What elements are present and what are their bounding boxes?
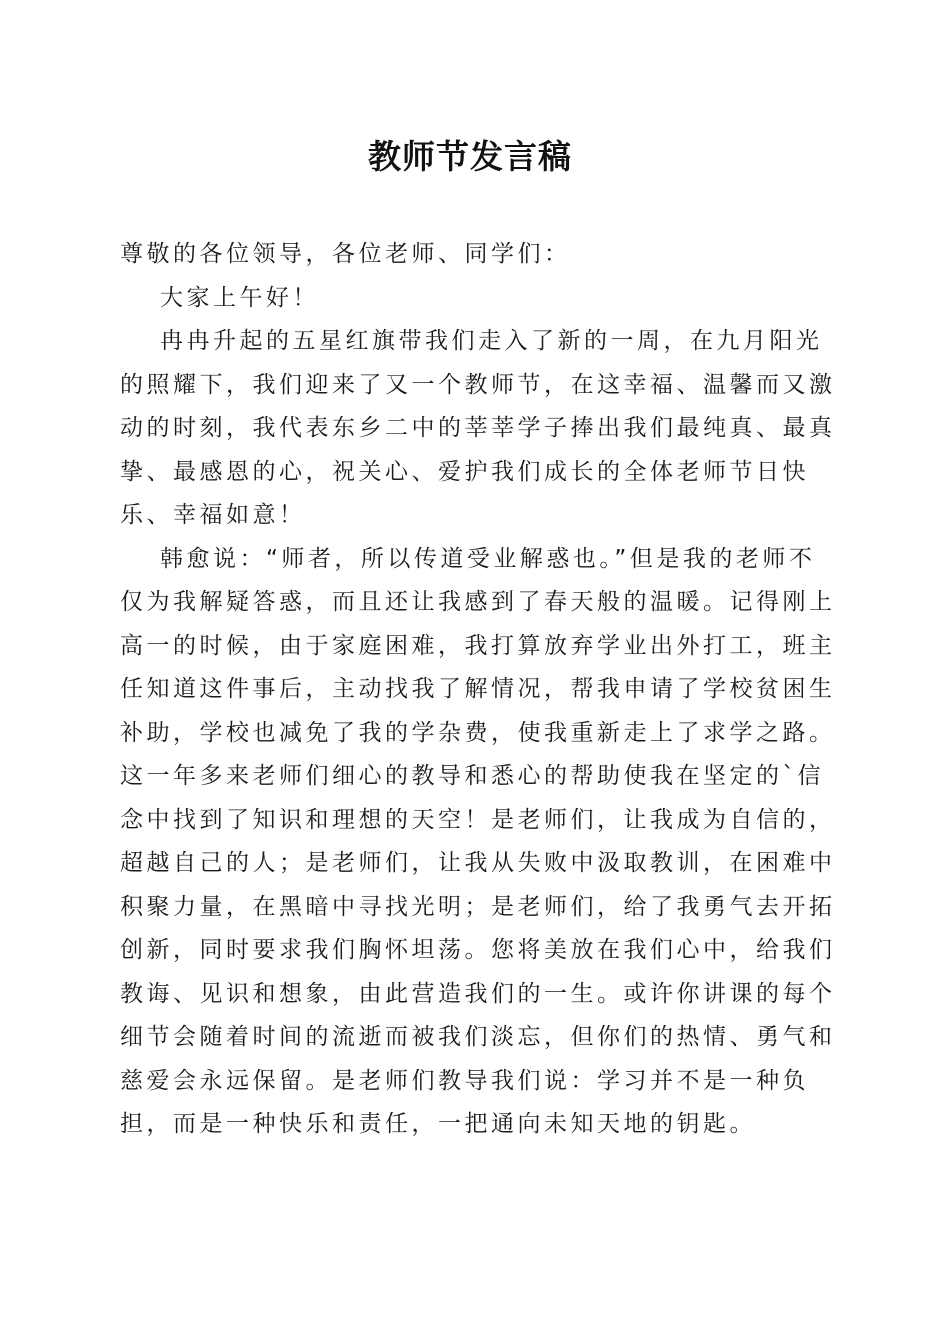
salutation: 尊敬的各位领导，各位老师、同学们： <box>120 241 571 267</box>
document-body <box>120 233 840 1147</box>
greeting: 大家上午好！ <box>160 284 319 311</box>
paragraph-2: 韩愈说：“师者，所以传道受业解惑也。”但是我的老师不仅为我解疑答惑，而且还让我感到了春天般的温暖。记得刚上高一的时候，由于家庭困难，我打算放弃学业出外打工，班主任知道这件事后，主动找我了解情况，帮我申请了学校贫困生补助，学校也减免了我的学杂费，使我重新走上了求学之路。这一年多来老师们细心的教导和悉心的帮助使我在坚定的`信念中找到了知识和理想的天空！是老师们，让我成为自信的，超越自己的人；是老师们，让我从失败中汲取教训，在困难中积聚力量，在黑暗中寻找光明；是老师们，给了我勇气去开拓创新，同时要求我们胸怀坦荡。您将美放在我们心中，给我们教诲、见识和想象，由此营造我们的一生。或许你讲课的每个细节会随着时间的流逝而被我们淡忘，但你们的热情、勇气和慈爱会永远保留。是老师们教导我们说：学习并不是一种负担，而是一种快乐和责任，一把通向未知天地的钥匙。 <box>120 545 836 1137</box>
paragraph-1: 冉冉升起的五星红旗带我们走入了新的一周，在九月阳光的照耀下，我们迎来了又一个教师节，在这幸福、温馨而又激动的时刻，我代表东乡二中的莘莘学子捧出我们最纯真、最真挚、最感恩的心，祝关心、爱护我们成长的全体老师节日快乐、幸福如意！ <box>120 328 836 528</box>
document-title: 教师节发言稿 <box>368 137 572 176</box>
